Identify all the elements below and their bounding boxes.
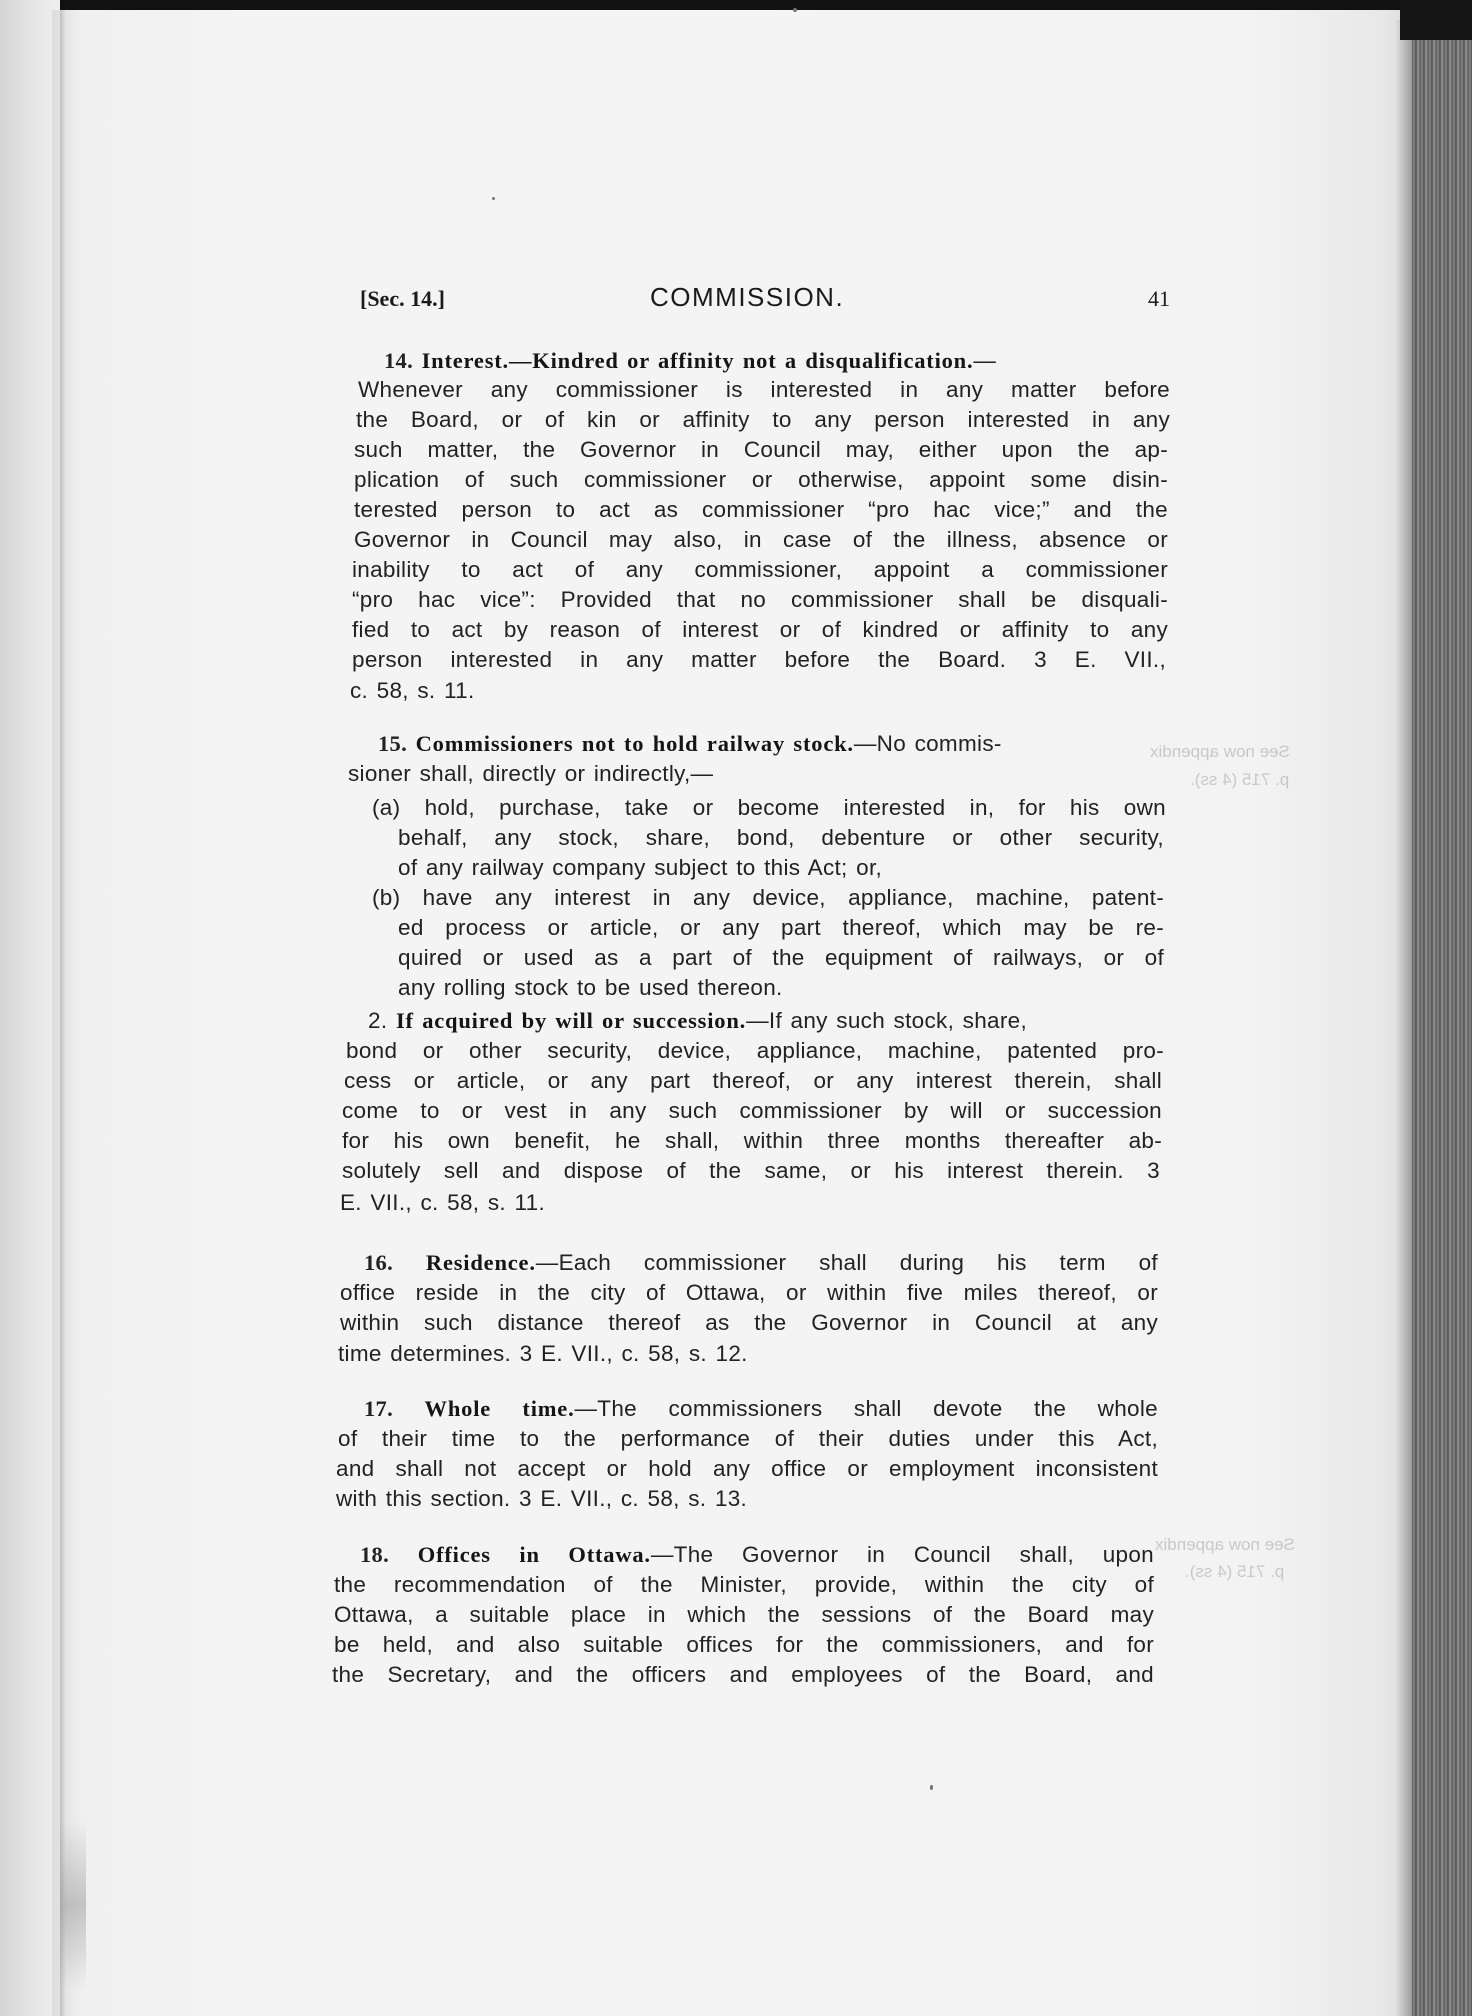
body-line: of their time to the performance of their duties under this Act, xyxy=(338,1426,1158,1451)
marginal-note-ghost: p. 715 (4 ss). xyxy=(1185,1562,1285,1581)
heading-text: Residence. xyxy=(425,1250,536,1275)
gutter-line xyxy=(60,10,66,2016)
body-line: come to or vest in any such commissioner by will or succession xyxy=(342,1098,1162,1123)
book-edge xyxy=(1412,30,1472,2016)
body-line: “pro hac vice”: Provided that no commissioner shall be disquali- xyxy=(352,587,1168,612)
body-line: plication of such commissioner or otherwise, appoint some disin- xyxy=(354,467,1168,492)
heading-text: Commissioners not to hold railway stock. xyxy=(415,731,854,756)
section-heading xyxy=(364,1250,1158,1280)
body-line: be held, and also suitable offices for the commissioners, and for xyxy=(334,1632,1154,1657)
body-line: and shall not accept or hold any office or employment inconsistent xyxy=(336,1456,1158,1481)
item-a-line: (a) hold, purchase, take or become interested in, for his own xyxy=(372,795,1166,820)
heading-text: Offices in Ottawa. xyxy=(417,1542,651,1567)
item-a-line: behalf, any stock, share, bond, debenture or other security, xyxy=(398,825,1164,850)
body-line: Governor in Council may also, in case of the illness, absence or xyxy=(354,527,1168,552)
left-smudge xyxy=(60,1820,86,1990)
subsection-number: 2. xyxy=(368,1008,388,1033)
lead-text: —The commissioners shall devote the whole xyxy=(574,1396,1158,1421)
body-line: cess or article, or any part thereof, or any interest therein, shall xyxy=(344,1068,1162,1093)
marginal-note-ghost: See now appendix xyxy=(1150,742,1290,761)
section-heading xyxy=(360,1542,1154,1572)
body-line: within such distance thereof as the Governor in Council at any xyxy=(340,1310,1158,1335)
top-right-corner xyxy=(1400,0,1472,40)
lead-text: —If any such stock, share, xyxy=(746,1008,1028,1033)
section-number: 15. xyxy=(378,731,408,756)
heading-part: Interest. xyxy=(421,348,509,373)
section-heading xyxy=(384,348,1174,374)
dust-speck xyxy=(492,197,495,200)
body-line: solutely sell and dispose of the same, or his interest therein. 3 xyxy=(342,1158,1160,1183)
body-line: sioner shall, directly or indirectly,— xyxy=(348,761,714,786)
heading-part: —Kindred or affinity not a disqualification. xyxy=(508,348,974,373)
lead-text: —The Governor in Council shall, upon xyxy=(650,1542,1154,1567)
body-line: terested person to act as commissioner “pro hac vice;” and the xyxy=(354,497,1168,522)
body-line: for his own benefit, he shall, within three months thereafter ab- xyxy=(342,1128,1162,1153)
page-number: 41 xyxy=(1148,286,1170,311)
item-b-line: (b) have any interest in any device, appliance, machine, patent- xyxy=(372,885,1164,910)
section-number: 17. xyxy=(364,1396,394,1421)
section-number: 14. xyxy=(384,348,414,373)
page-title: COMMISSION. xyxy=(650,282,845,312)
body-line: the Board, or of kin or affinity to any person interested in any xyxy=(356,407,1170,432)
body-line: fied to act by reason of interest or of kindred or affinity to any xyxy=(352,617,1168,642)
lead-text: —No commis- xyxy=(853,731,1002,756)
body-line: such matter, the Governor in Council may, either upon the ap- xyxy=(354,437,1168,462)
lead-text: —Each commissioner shall during his term of xyxy=(535,1250,1158,1275)
body-line: person interested in any matter before the Board. 3 E. VII., xyxy=(352,647,1166,672)
item-b-line: any rolling stock to be used thereon. xyxy=(398,975,783,1000)
citation-line: time determines. 3 E. VII., c. 58, s. 12. xyxy=(338,1341,748,1366)
running-head xyxy=(360,282,1170,316)
item-b-line: quired or used as a part of the equipment of railways, or of xyxy=(398,945,1164,970)
dust-speck xyxy=(793,8,797,12)
citation-line: with this section. 3 E. VII., c. 58, s. 13. xyxy=(336,1486,748,1511)
body-line: the Secretary, and the officers and employees of the Board, and xyxy=(332,1662,1154,1687)
section-number: 18. xyxy=(360,1542,390,1567)
section-heading xyxy=(364,1396,1158,1426)
item-a-line: of any railway company subject to this Act; or, xyxy=(398,855,883,880)
body-line: bond or other security, device, appliance, machine, patented pro- xyxy=(346,1038,1164,1063)
marginal-note-ghost: p. 715 (4 ss). xyxy=(1190,770,1290,789)
citation-line: c. 58, s. 11. xyxy=(350,678,475,703)
body-line: inability to act of any commissioner, appoint a commissioner xyxy=(352,557,1168,582)
section-number: 16. xyxy=(364,1250,394,1275)
citation-line: E. VII., c. 58, s. 11. xyxy=(340,1190,546,1215)
body-line: office reside in the city of Ottawa, or within five miles thereof, or xyxy=(340,1280,1158,1305)
left-gutter-shadow xyxy=(0,0,60,2016)
body-line: Ottawa, a suitable place in which the sessions of the Board may xyxy=(334,1602,1154,1627)
dust-speck xyxy=(930,1785,933,1790)
item-b-line: ed process or article, or any part thereof, which may be re- xyxy=(398,915,1164,940)
subsection-heading-text: If acquired by will or succession. xyxy=(395,1008,747,1033)
body-line: Whenever any commissioner is interested in any matter before xyxy=(358,377,1170,402)
section-heading xyxy=(378,731,1002,757)
heading-dash: — xyxy=(973,348,997,373)
body-line: the recommendation of the Minister, provide, within the city of xyxy=(334,1572,1154,1597)
section-reference: [Sec. 14.] xyxy=(360,286,445,311)
marginal-note-ghost: See now appendix xyxy=(1155,1535,1295,1554)
subsection-heading xyxy=(368,1008,1166,1034)
heading-text: Whole time. xyxy=(424,1396,575,1421)
